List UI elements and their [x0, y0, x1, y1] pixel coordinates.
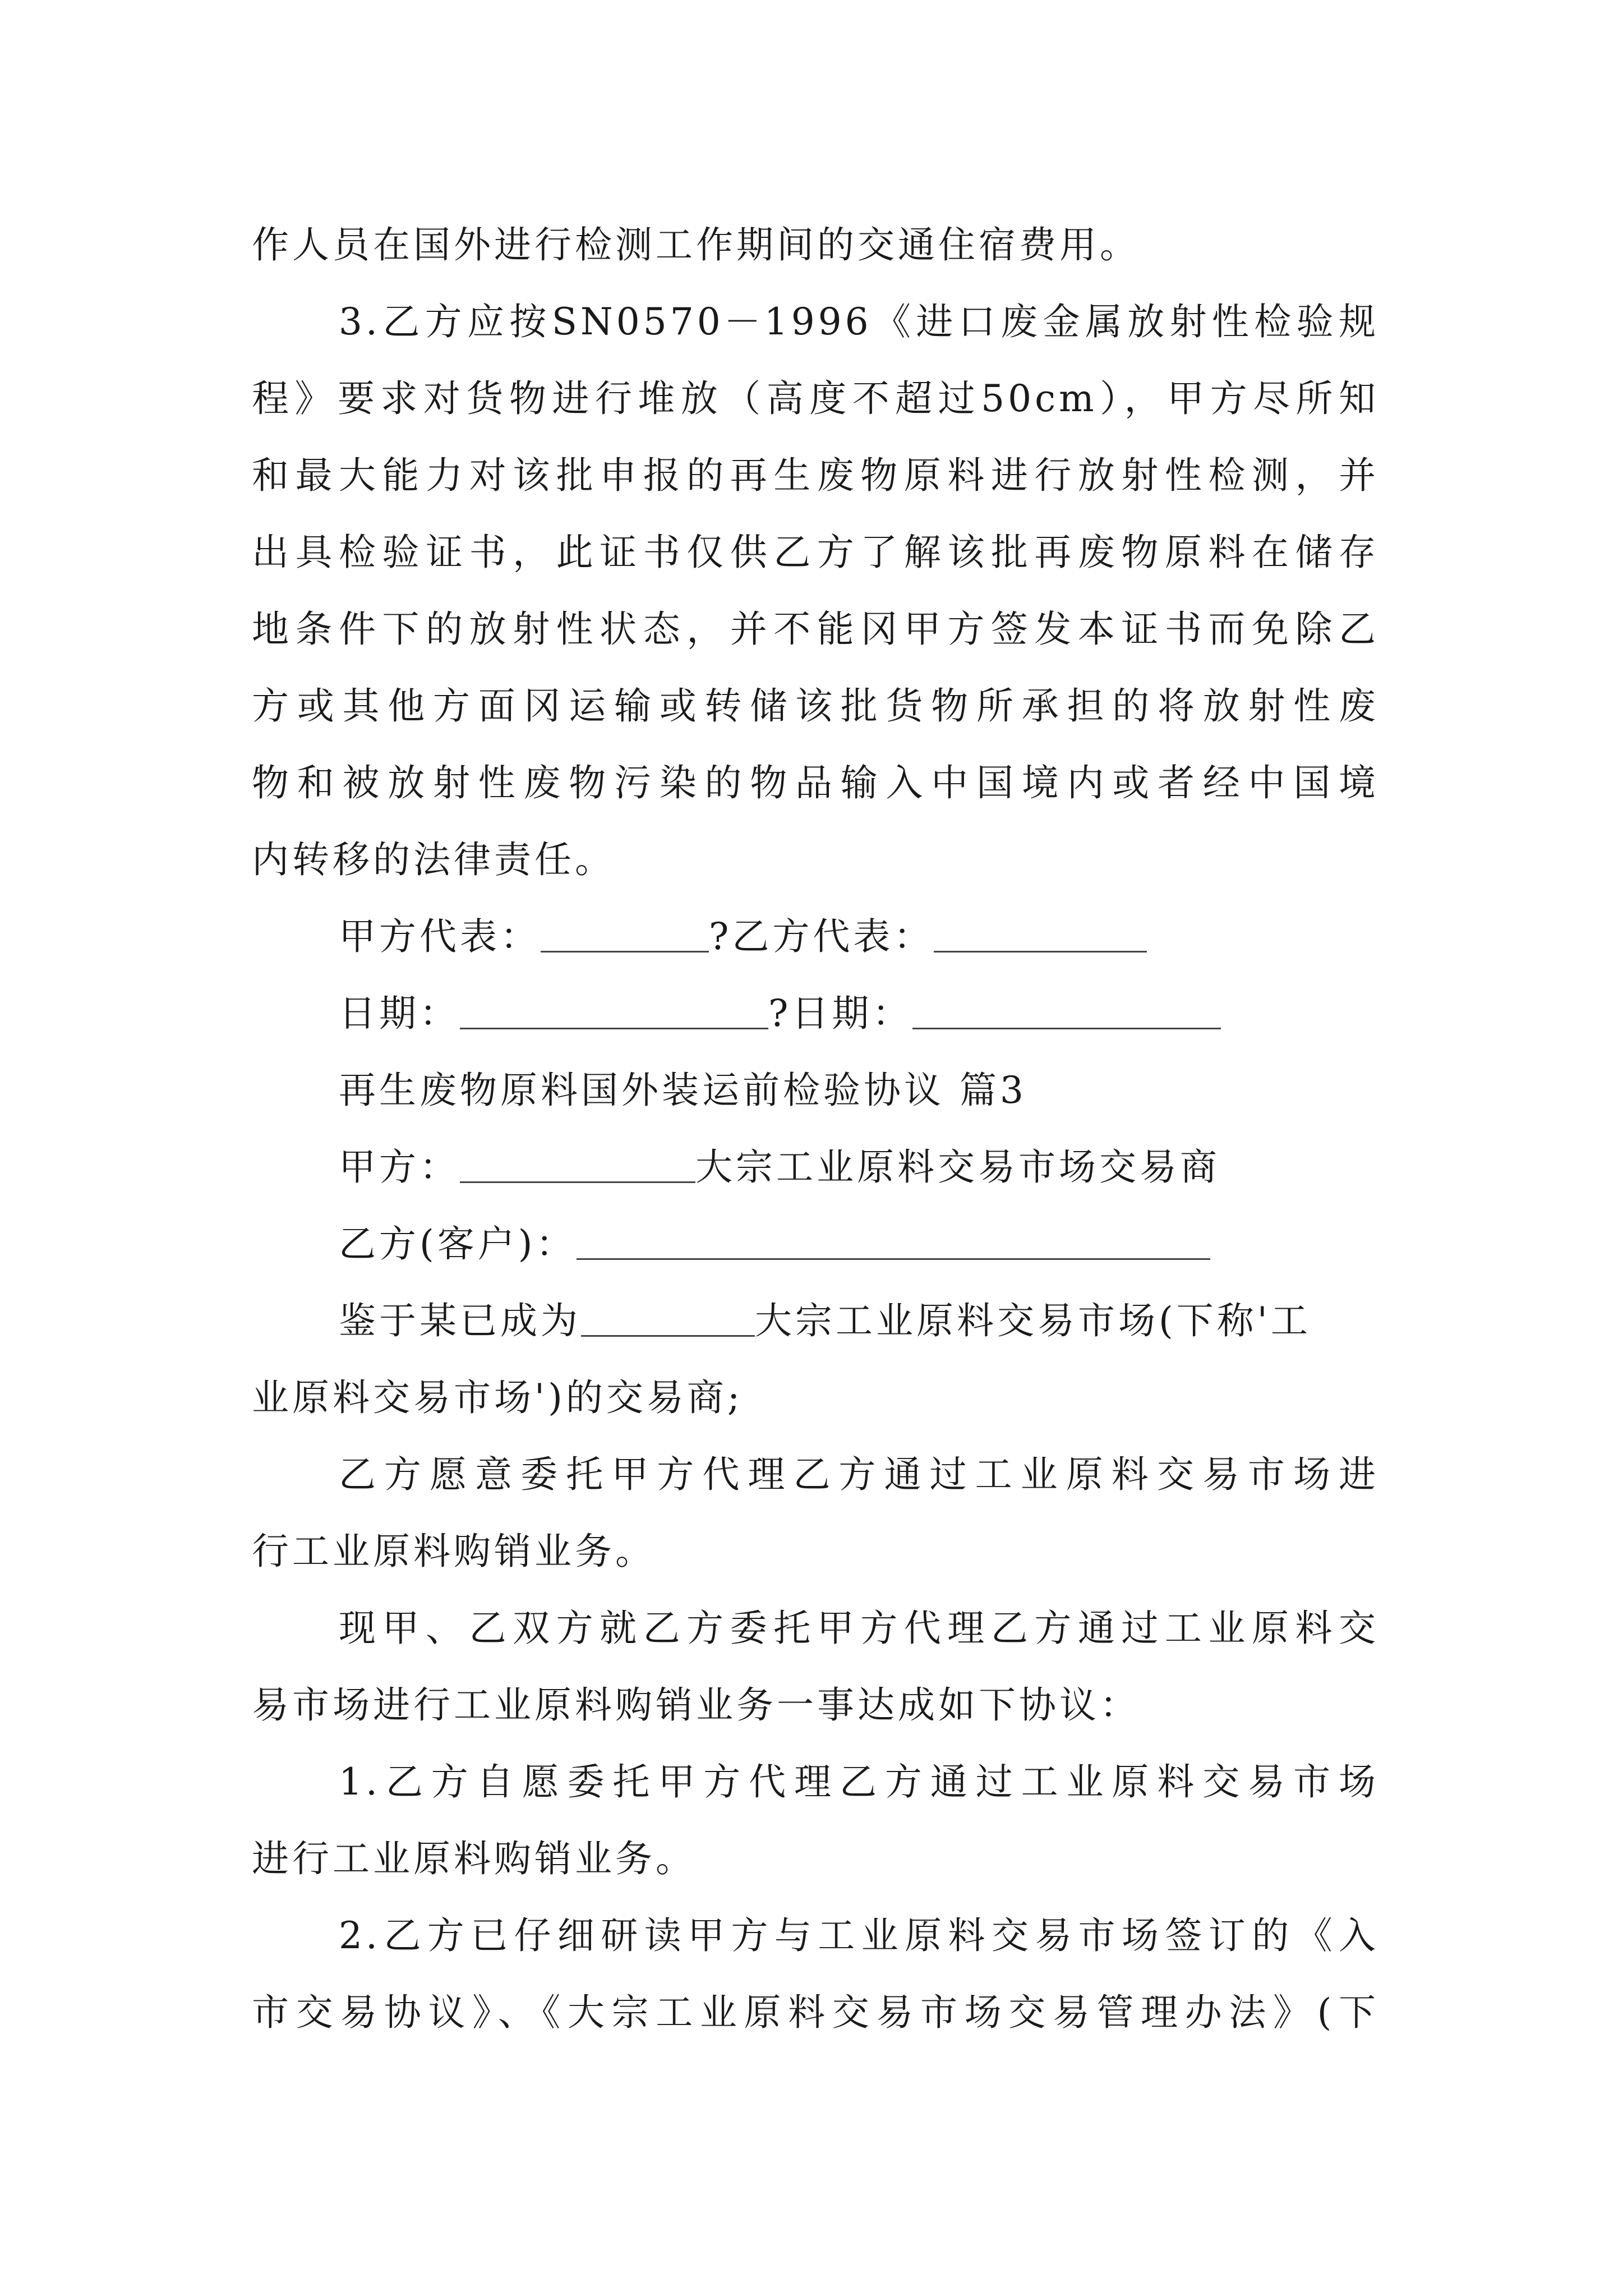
- party-b-date-label: ?日期：: [768, 992, 913, 1035]
- text-line: 方或其他方面冈运输或转储该批货物所承担的将放射性废: [252, 684, 1379, 728]
- text-line: 现甲、乙双方就乙方委托甲方代理乙方通过工业原料交: [339, 1607, 1379, 1650]
- party-b-representative-label: ?乙方代表：: [709, 915, 934, 958]
- text-line: 程》要求对货物进行堆放（高度不超过50cm），甲方尽所知: [252, 377, 1379, 420]
- whereas-line-1: [339, 1294, 1623, 1348]
- text-line: 物和被放射性废物污染的物品输入中国境内或者经中国境: [252, 761, 1379, 804]
- party-b-blank: [577, 1225, 1210, 1260]
- text-line: 1.乙方自愿委托甲方代理乙方通过工业原料交易市场: [339, 1760, 1379, 1803]
- text-line: 和最大能力对该批申报的再生废物原料进行放射性检测，并: [252, 454, 1379, 497]
- party-a-suffix: 大宗工业原料交易市场交易商: [695, 1145, 1220, 1189]
- party-b-label: 乙方(客户)：: [339, 1222, 577, 1266]
- text-line: 行工业原料购销业务。: [252, 1530, 656, 1573]
- section-title: 再生废物原料国外装运前检验协议 篇3: [339, 1069, 1027, 1112]
- whereas-blank: [581, 1301, 755, 1337]
- whereas-prefix: 鉴于某已成为: [339, 1299, 581, 1342]
- text-line: 业原料交易市场')的交易商;: [252, 1376, 744, 1419]
- text-line: 内转移的法律责任。: [252, 838, 615, 881]
- text-line: 乙方愿意委托甲方代理乙方通过工业原料交易市场进: [339, 1453, 1379, 1496]
- signature-row-representatives: [339, 910, 1623, 964]
- text-line: 易市场进行工业原料购销业务一事达成如下协议：: [252, 1683, 1140, 1727]
- signature-row-dates: [339, 987, 1623, 1041]
- party-a-representative-label: 甲方代表：: [339, 915, 541, 958]
- party-a-date-label: 日期：: [339, 992, 460, 1035]
- party-b-line: [339, 1217, 1623, 1271]
- text-line: 3.乙方应按SN0570－1996《进口废金属放射性检验规: [339, 300, 1379, 343]
- text-line: 2.乙方已仔细研读甲方与工业原料交易市场签订的《入: [339, 1914, 1379, 1957]
- text-line: 进行工业原料购销业务。: [252, 1837, 696, 1880]
- party-a-representative-blank: [541, 917, 709, 953]
- party-b-representative-blank: [934, 917, 1147, 953]
- party-b-date-blank: [912, 994, 1221, 1029]
- text-line: 地条件下的放射性状态，并不能冈甲方签发本证书而免除乙: [252, 608, 1379, 651]
- party-a-line: [339, 1140, 1623, 1194]
- whereas-suffix: 大宗工业原料交易市场(下称'工: [755, 1299, 1311, 1342]
- party-a-blank: [460, 1148, 695, 1183]
- party-a-date-blank: [460, 994, 768, 1029]
- text-line: 作人员在国外进行检测工作期间的交通住宿费用。: [252, 223, 1140, 266]
- text-line: 出具检验证书，此证书仅供乙方了解该批再废物原料在储存: [252, 531, 1379, 574]
- party-a-label: 甲方：: [339, 1145, 460, 1189]
- text-line: 市交易协议》、《大宗工业原料交易市场交易管理办法》(下: [252, 1991, 1379, 2034]
